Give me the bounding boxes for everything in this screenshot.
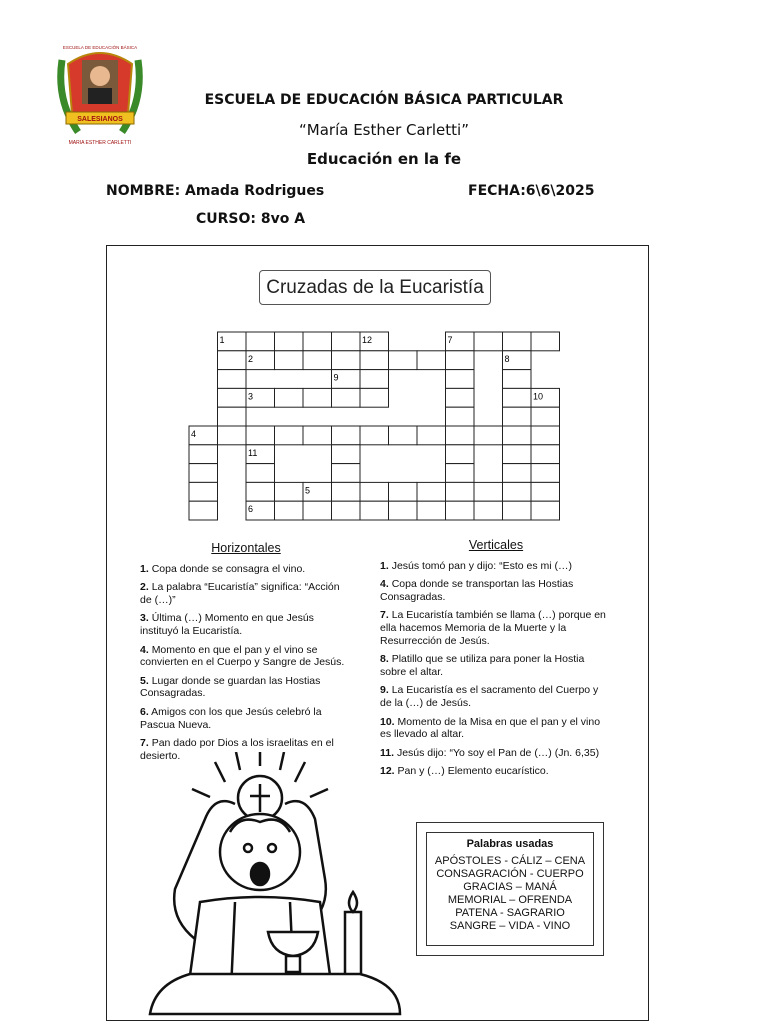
crossword-cell[interactable]	[303, 426, 332, 445]
priest-illustration	[140, 752, 410, 1022]
crossword-cell[interactable]	[332, 445, 361, 464]
subject-title: Educación en la fe	[306, 150, 462, 168]
clue-number: 2.	[140, 581, 149, 594]
crossword-cell[interactable]	[303, 351, 332, 370]
crossword-cell[interactable]	[218, 407, 247, 426]
clue-text: Amigos con los que Jesús celebró la Pascua Nueva.	[140, 705, 322, 731]
vertical-clues	[380, 539, 612, 784]
cell-number: 12	[362, 335, 373, 345]
crossword-cell[interactable]	[332, 426, 361, 445]
clue-text: Jesús dijo: “Yo soy el Pan de (…) (Jn. 6,35)	[396, 746, 600, 759]
clue-item	[380, 609, 612, 647]
crossword-cell[interactable]	[360, 388, 389, 407]
crossword-cell[interactable]	[417, 426, 446, 445]
crossword-cell[interactable]	[531, 426, 560, 445]
clue-number: 10.	[380, 715, 395, 728]
cell-number: 9	[333, 372, 339, 383]
clue-number: 9.	[380, 684, 389, 697]
crossword-cell[interactable]	[246, 482, 275, 501]
crossword-cell[interactable]	[275, 482, 304, 501]
clue-text: Lugar donde se guardan las Hostias Consagradas.	[140, 674, 321, 700]
crossword-cell[interactable]	[446, 388, 475, 407]
crossword-cell[interactable]	[503, 445, 532, 464]
crossword-cell[interactable]	[446, 426, 475, 445]
clue-item	[380, 684, 612, 709]
crossword-cell[interactable]	[218, 351, 247, 370]
crossword-cell[interactable]	[189, 482, 218, 501]
school-name: “María Esther Carletti”	[299, 121, 469, 139]
clue-text: Momento en que el pan y el vino se convierten en el Cuerpo y Sangre de Jesús.	[140, 643, 345, 669]
crossword-cell[interactable]	[332, 501, 361, 520]
crossword-cell[interactable]	[275, 501, 304, 520]
word-bank-line: GRACIAS – MANÁ	[463, 881, 557, 893]
crossword-cell[interactable]	[218, 388, 247, 407]
logo-top-text: ESCUELA DE EDUCACIÓN BÁSICA	[62, 45, 138, 50]
crossword-cell[interactable]	[360, 351, 389, 370]
clue-text: Platillo que se utiliza para poner la Hostia sobre el altar.	[380, 653, 585, 678]
word-bank-line: CONSAGRACIÓN - CUERPO	[436, 868, 584, 880]
course-field: CURSO: 8vo A	[196, 211, 306, 227]
cell-number: 3	[248, 391, 254, 402]
crossword-cell[interactable]	[303, 388, 332, 407]
crossword-cell[interactable]	[474, 482, 503, 501]
clue-text: La palabra “Eucaristía” significa: “Acción de (…)”	[140, 581, 340, 606]
crossword-cell[interactable]	[332, 388, 361, 407]
clue-item	[380, 560, 612, 573]
word-bank-line: SANGRE – VIDA - VINO	[449, 920, 571, 932]
crossword-cell[interactable]	[189, 464, 218, 483]
clue-text: Última (…) Momento en que Jesús instituyó la Eucaristía.	[140, 612, 314, 637]
word-bank	[416, 822, 604, 956]
crossword-cell[interactable]	[275, 351, 304, 370]
crossword-cell[interactable]	[503, 482, 532, 501]
cell-number: 10	[533, 391, 544, 402]
crossword-cell[interactable]	[474, 332, 503, 351]
clue-item	[380, 765, 612, 778]
clue-number: 7.	[140, 737, 149, 750]
clue-text: Copa donde se transportan las Hostias Consagradas.	[380, 578, 574, 603]
crossword-cell[interactable]	[360, 370, 389, 389]
crossword-cell[interactable]	[332, 464, 361, 483]
clue-text: Pan dado por Dios a los israelitas en el desierto.	[140, 737, 334, 762]
clue-item	[380, 578, 612, 603]
clue-number: 1.	[380, 559, 389, 572]
crossword-cell[interactable]	[389, 426, 418, 445]
word-bank-line: MEMORIAL – OFRENDA	[447, 894, 573, 906]
horizontal-clues	[140, 542, 352, 768]
word-bank-line: PATENA - SAGRARIO	[455, 907, 565, 919]
crossword-cell[interactable]	[332, 482, 361, 501]
crossword-cell[interactable]	[503, 407, 532, 426]
crossword-cell[interactable]	[389, 351, 418, 370]
crossword-cell[interactable]	[531, 482, 560, 501]
word-bank-line: APÓSTOLES - CÁLIZ – CENA	[434, 855, 586, 867]
cell-number: 5	[305, 485, 311, 496]
cell-number: 7	[447, 335, 453, 345]
crossword-cell[interactable]	[446, 370, 475, 389]
clue-text: Momento de la Misa en que el pan y el vino es llevado al altar.	[380, 715, 601, 741]
clue-number: 12.	[380, 765, 395, 778]
crossword-cell[interactable]	[417, 351, 446, 370]
clue-number: 5.	[140, 674, 149, 687]
crossword-cell[interactable]	[503, 464, 532, 483]
clue-text: Pan y (…) Elemento eucarístico.	[397, 765, 549, 778]
crossword-cell[interactable]	[531, 407, 560, 426]
crossword-cell[interactable]	[531, 501, 560, 520]
crossword-cell[interactable]	[189, 445, 218, 464]
clue-item	[140, 563, 352, 576]
clue-number: 3.	[140, 612, 149, 625]
crossword-cell[interactable]	[446, 351, 475, 370]
crossword-cell[interactable]	[531, 332, 560, 351]
crossword-cell[interactable]	[389, 482, 418, 501]
cell-number: 11	[248, 447, 258, 458]
school-heading: ESCUELA DE EDUCACIÓN BÁSICA PARTICULAR	[204, 92, 564, 108]
worksheet-title: Cruzadas de la Eucaristía	[259, 270, 491, 305]
crossword-cell[interactable]	[446, 464, 475, 483]
crossword-cell[interactable]	[303, 501, 332, 520]
clue-number: 7.	[380, 609, 389, 622]
crossword-cell[interactable]	[189, 501, 218, 520]
crossword-cell[interactable]	[446, 501, 475, 520]
crossword-cell[interactable]	[474, 426, 503, 445]
word-bank-title: Palabras usadas	[466, 838, 554, 850]
clue-item	[380, 716, 612, 741]
clue-text: Jesús tomó pan y dijo: “Esto es mi (…)	[391, 559, 572, 572]
crossword-cell[interactable]	[275, 332, 304, 351]
clue-item	[140, 644, 352, 669]
clue-item	[140, 675, 352, 700]
crossword-cell[interactable]	[446, 445, 475, 464]
crossword-cell[interactable]	[531, 445, 560, 464]
crossword-cell[interactable]	[446, 482, 475, 501]
crossword-cell[interactable]	[503, 370, 532, 389]
cell-number: 2	[248, 353, 254, 364]
crossword-cell[interactable]	[503, 426, 532, 445]
clue-text: Copa donde se consagra el vino.	[151, 562, 306, 575]
crossword-cell[interactable]	[332, 332, 361, 351]
clue-number: 6.	[140, 705, 149, 718]
clue-item	[140, 581, 352, 606]
clue-item	[140, 706, 352, 731]
clue-number: 1.	[140, 562, 149, 575]
cell-number: 6	[248, 504, 254, 515]
crossword-cell[interactable]	[531, 464, 560, 483]
clue-text: La Eucaristía también se llama (…) porque en ella hacemos Memoria de la Muerte y la Resurrección de Jesús.	[380, 609, 606, 647]
cell-number: 1	[219, 335, 225, 345]
crossword-cell[interactable]	[417, 501, 446, 520]
crossword-cell[interactable]	[503, 388, 532, 407]
student-name: NOMBRE: Amada Rodrigues	[106, 183, 325, 199]
crossword-cell[interactable]	[360, 501, 389, 520]
clue-number: 4.	[380, 578, 389, 591]
clue-number: 11.	[380, 746, 395, 759]
cell-number: 4	[191, 429, 197, 439]
crossword-cell[interactable]	[389, 501, 418, 520]
date-field: FECHA:6\6\2025	[468, 183, 595, 199]
crossword-cell[interactable]	[275, 426, 304, 445]
crossword-cell[interactable]	[275, 388, 304, 407]
crossword-cell[interactable]	[218, 426, 247, 445]
crossword-cell[interactable]	[503, 332, 532, 351]
crossword-cell[interactable]	[360, 482, 389, 501]
crossword-cell[interactable]	[474, 501, 503, 520]
crossword-cell[interactable]	[417, 482, 446, 501]
crossword-cell[interactable]	[303, 332, 332, 351]
clue-text: La Eucaristía es el sacramento del Cuerpo y de la (…) de Jesús.	[380, 684, 599, 709]
clue-number: 4.	[140, 643, 149, 656]
clue-item	[380, 653, 612, 678]
horizontal-title: Horizontales	[211, 541, 281, 555]
clue-number: 8.	[380, 653, 389, 666]
logo-banner-text: SALESIANOS	[77, 116, 123, 123]
clue-item	[140, 612, 352, 637]
crossword-cell[interactable]	[360, 426, 389, 445]
crossword-cell[interactable]	[446, 407, 475, 426]
clue-item	[380, 747, 612, 760]
crossword-cell[interactable]	[246, 426, 275, 445]
crossword-cell[interactable]	[503, 501, 532, 520]
crossword-cell[interactable]	[218, 370, 247, 389]
crossword-cell[interactable]	[246, 464, 275, 483]
crossword-cell[interactable]	[332, 351, 361, 370]
logo-bottom-text: MARIA ESTHER CARLETTI	[68, 140, 132, 146]
crossword-cell[interactable]	[246, 332, 275, 351]
cell-number: 8	[504, 353, 510, 364]
vertical-title: Verticales	[468, 538, 524, 552]
